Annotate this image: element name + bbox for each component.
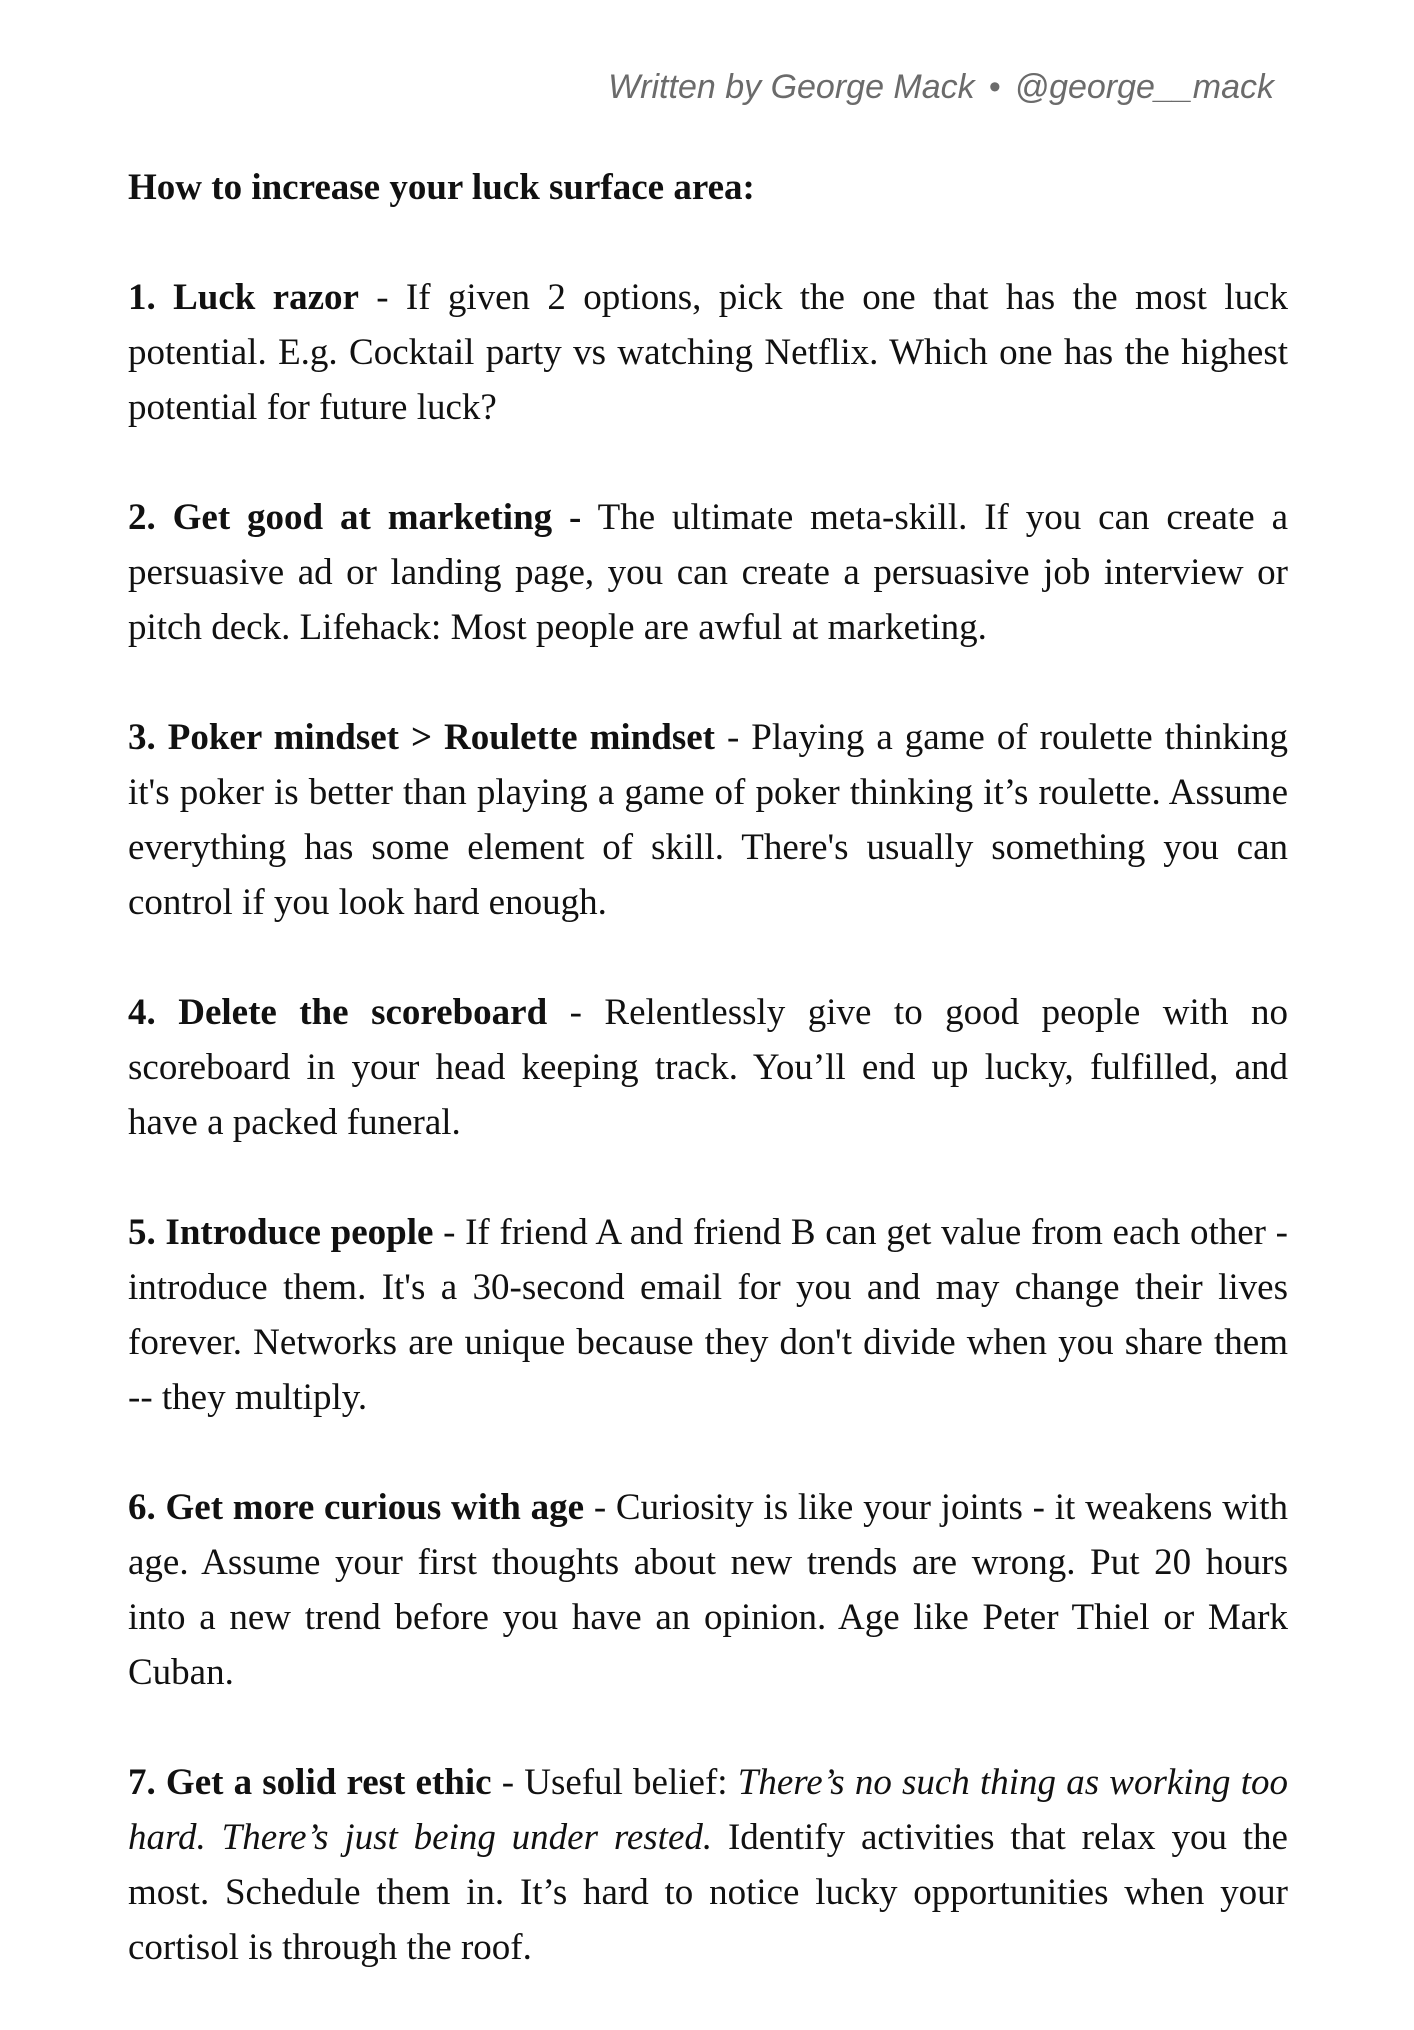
list-item-poker-mindset: [128, 710, 1288, 930]
item-separator: -: [433, 1212, 466, 1253]
item-separator: -: [491, 1762, 525, 1803]
list-item-luck-razor: [128, 270, 1288, 435]
list-item-scoreboard: [128, 985, 1288, 1150]
item-separator: -: [547, 992, 605, 1033]
item-title: 3. Poker mindset > Roulette mindset: [128, 717, 715, 758]
item-body: Playing a game of roulette thinking it's poker is better than playing a game of poker thinking it’s roulette. Assume everything has some element of skill. There's usually something you can control if you look hard enough.: [128, 717, 1288, 923]
list-item-rest-ethic: [128, 1755, 1288, 1975]
item-separator: [581, 497, 597, 538]
byline-author: Written by George Mack: [608, 68, 975, 106]
item-separator: -: [714, 717, 752, 758]
list-item-introduce-people: [128, 1205, 1288, 1425]
item-title: 6. Get more curious with age: [128, 1487, 585, 1528]
item-title: 7. Get a solid rest ethic: [128, 1762, 492, 1803]
item-body: Curiosity is like your joints - it weakens with age. Assume your first thoughts about new trends are wrong. Put 20 hours into a new trend before you have an opinion. Age like Peter Thiel or Mark Cuban.: [128, 1487, 1288, 1693]
article-body: [128, 160, 1288, 2030]
byline-separator: •: [988, 68, 1001, 106]
list-item-marketing: [128, 490, 1288, 655]
item-body: Relentlessly give to good people with no scoreboard in your head keeping track. You’ll end up lucky, fulfilled, and have a packed funeral.: [128, 992, 1288, 1143]
item-title: 5. Introduce people: [128, 1212, 434, 1253]
byline-handle: @george__mack: [1014, 68, 1274, 106]
item-body-tail: Identify activities that relax you the most. Schedule them in. It’s hard to notice lucky opportunities when your cortisol is through the roof.: [128, 1817, 1288, 1968]
item-title: 4. Delete the scoreboard: [128, 992, 548, 1033]
item-body: If given 2 options, pick the one that has the most luck potential. E.g. Cocktail party vs watching Netflix. Which one has the highest potential for future luck?: [128, 277, 1288, 428]
item-title: 2. Get good at marketing -: [128, 497, 582, 538]
item-body: The ultimate meta-skill. If you can create a persuasive ad or landing page, you can create a persuasive job interview or pitch deck. Lifehack: Most people are awful at marketing.: [128, 497, 1288, 648]
byline: [608, 68, 1274, 107]
article-heading: How to increase your luck surface area:: [128, 167, 755, 208]
item-body-lead: Useful belief:: [524, 1762, 738, 1803]
item-separator: -: [358, 277, 406, 318]
list-item-curious: [128, 1480, 1288, 1700]
item-body-italic-quote: There’s no such thing as working too hard. There’s just being under rested.: [128, 1762, 1289, 1858]
item-separator: -: [584, 1487, 616, 1528]
item-body: If friend A and friend B can get value from each other - introduce them. It's a 30-second email for you and may change their lives forever. Networks are unique because they don't divide when you share them -- they multiply.: [128, 1212, 1288, 1418]
item-title: 1. Luck razor: [128, 277, 359, 318]
